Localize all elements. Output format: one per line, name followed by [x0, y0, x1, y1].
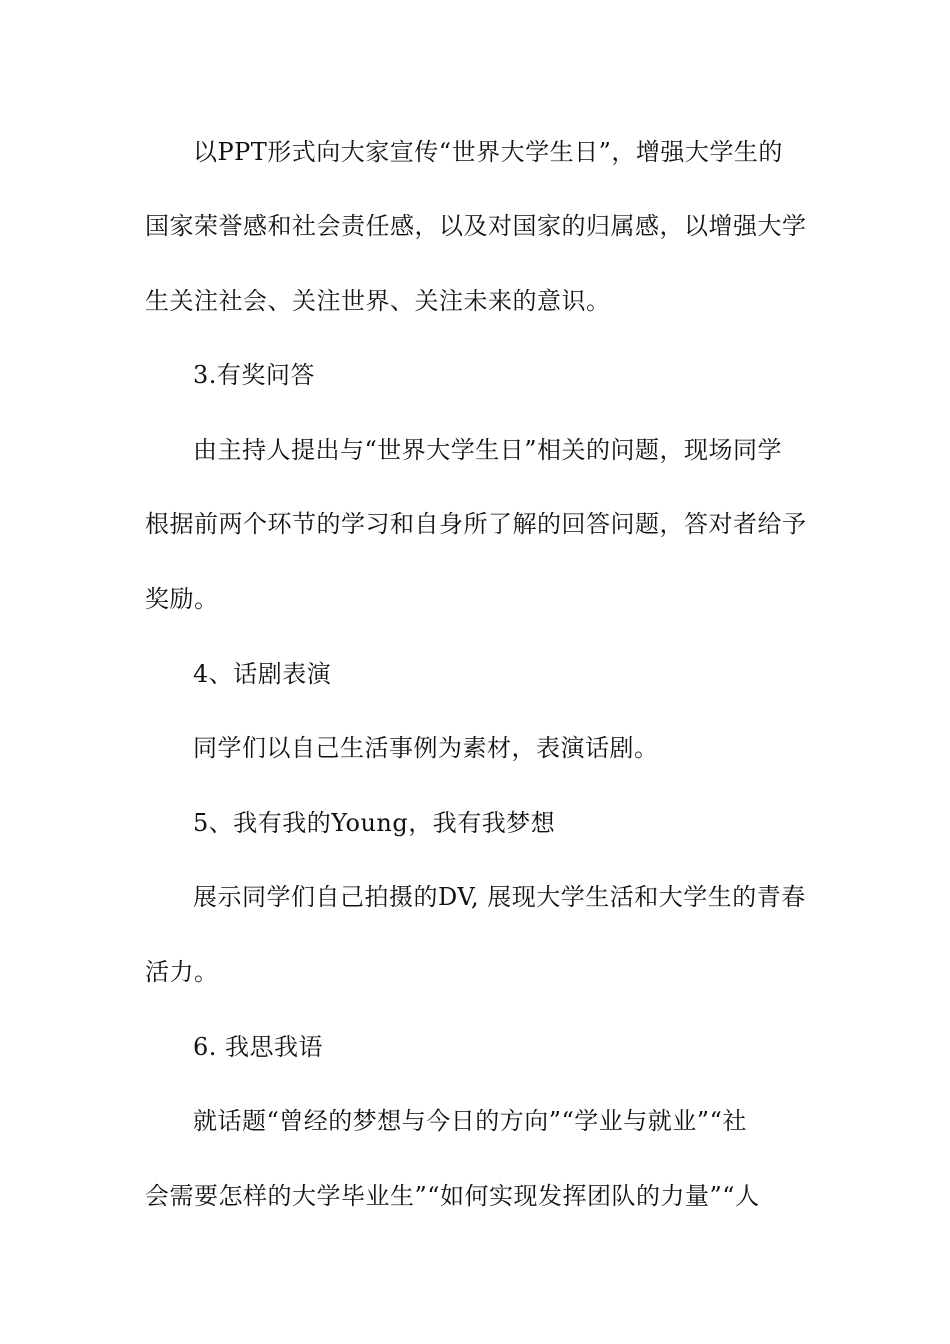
paragraph-line: 根据前两个环节的学习和自身所了解的回答问题，答对者给予: [145, 510, 807, 538]
paragraph-line: 由主持人提出与“世界大学生日”相关的问题，现场同学: [193, 436, 783, 464]
section-heading: 5、我有我的Young，我有我梦想: [193, 809, 556, 837]
paragraph-line: 同学们以自己生活事例为素材，表演话剧。: [193, 734, 659, 762]
paragraph-line: 展示同学们自己拍摄的DV, 展现大学生活和大学生的青春: [193, 883, 806, 911]
paragraph-line: 奖励。: [145, 585, 219, 613]
section-heading: 6. 我思我语: [193, 1033, 324, 1061]
section-heading: 3.有奖问答: [193, 361, 315, 389]
paragraph-line: 就话题“曾经的梦想与今日的方向”“学业与就业”“社: [193, 1107, 747, 1135]
paragraph-line: 会需要怎样的大学毕业生”“如何实现发挥团队的力量”“人: [145, 1182, 760, 1210]
paragraph-line: 生关注社会、关注世界、关注未来的意识。: [145, 287, 611, 315]
paragraph-line: 活力。: [145, 958, 219, 986]
section-heading: 4、话剧表演: [193, 660, 332, 688]
paragraph-line: 以PPT形式向大家宣传“世界大学生日”，增强大学生的: [193, 138, 783, 166]
paragraph-line: 国家荣誉感和社会责任感，以及对国家的归属感，以增强大学: [145, 212, 807, 240]
